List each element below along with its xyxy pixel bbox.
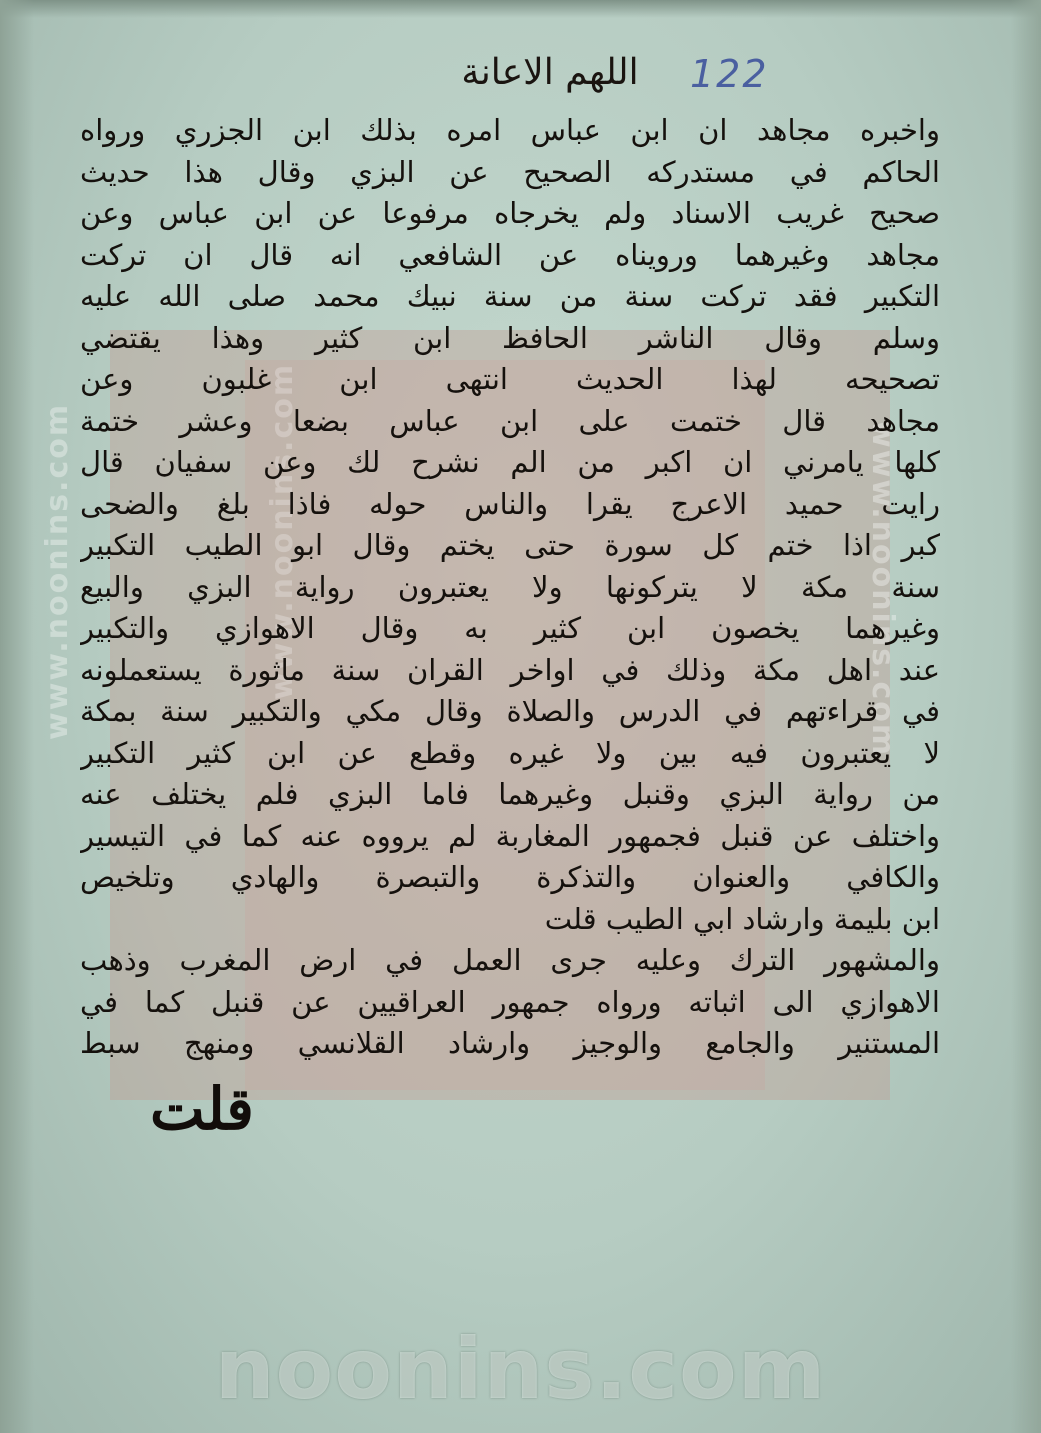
page-edge-shadow-right [1011, 0, 1041, 1433]
text-line: والكافي والعنوان والتذكرة والتبصرة والهادي وتلخيص [80, 860, 940, 894]
text-line: تصحيحه لهذا الحديث انتهى ابن غلبون وعن [80, 362, 940, 396]
text-line: رايت حميد الاعرج يقرا والناس حوله فاذا بلغ والضحى [80, 486, 940, 521]
manuscript-heading: اللهم الاعانة [461, 52, 639, 93]
text-line: ابن بليمة وارشاد ابي الطيب قلت [544, 901, 940, 936]
watermark-bottom: noonins.com [214, 1320, 827, 1418]
text-line: واخبره مجاهد ان ابن عباس امره بذلك ابن الجزري ورواه [80, 113, 940, 147]
text-line: التكبير فقد تركت سنة من سنة نبيك محمد صلى الله عليه [80, 279, 940, 313]
watermark-vertical-right: www.noonins.com [865, 420, 900, 758]
watermark-vertical-left: www.noonins.com [40, 402, 75, 740]
text-line: كبر اذا ختم كل سورة حتى يختم وقال ابو الطيب التكبير [80, 528, 940, 562]
text-line: عند اهل مكة وذلك في اواخر القران سنة ماثورة يستعملونه [80, 652, 940, 687]
manuscript-text-block [80, 110, 940, 1065]
page-edge-shadow-top [0, 0, 1041, 18]
text-line: وسلم وقال الناشر الحافظ ابن كثير وهذا يقتضي [80, 320, 940, 355]
text-line: والمشهور الترك وعليه جرى العمل في ارض المغرب وذهب [80, 943, 940, 977]
text-line: صحيح غريب الاسناد ولم يخرجاه مرفوعا عن ابن عباس وعن [80, 196, 940, 230]
text-line: سنة مكة لا يتركونها ولا يعتبرون رواية البزي والبيع [80, 569, 940, 604]
text-line: في قراءتهم في الدرس والصلاة وقال مكي والتكبير سنة بمكة [80, 694, 940, 728]
text-line: لا يعتبرون فيه بين ولا غيره وقطع عن ابن كثير التكبير [80, 735, 940, 770]
text-line: وغيرهما يخصون ابن كثير به وقال الاهوازي والتكبير [80, 611, 940, 645]
page-number: 122 [690, 52, 769, 96]
text-line: مجاهد قال ختمت على ابن عباس بضعا وعشر ختمة [80, 403, 940, 438]
watermark-vertical-middle: www.noonins.com [265, 362, 300, 700]
text-line: مجاهد وغيرهما ورويناه عن الشافعي انه قال ان تركت [80, 237, 940, 272]
text-line: الاهوازي الى اثباته ورواه جمهور العراقيين عن قنبل كما في [80, 984, 940, 1019]
text-line: الحاكم في مستدركه الصحيح عن البزي وقال هذا حديث [80, 154, 940, 189]
text-line: المستنير والجامع والوجيز وارشاد القلانسي ومنهج سبط [80, 1026, 940, 1060]
text-line: كلها يامرني ان اكبر من الم نشرح لك وعن سفيان قال [80, 445, 940, 479]
page-edge-shadow-left [0, 0, 34, 1433]
emphasis-word: قلت [150, 1075, 254, 1143]
text-line: واختلف عن قنبل فجمهور المغاربة لم يرووه عنه كما في التيسير [80, 818, 940, 853]
text-line: من رواية البزي وقنبل وغيرهما فاما البزي فلم يختلف عنه [80, 777, 940, 811]
